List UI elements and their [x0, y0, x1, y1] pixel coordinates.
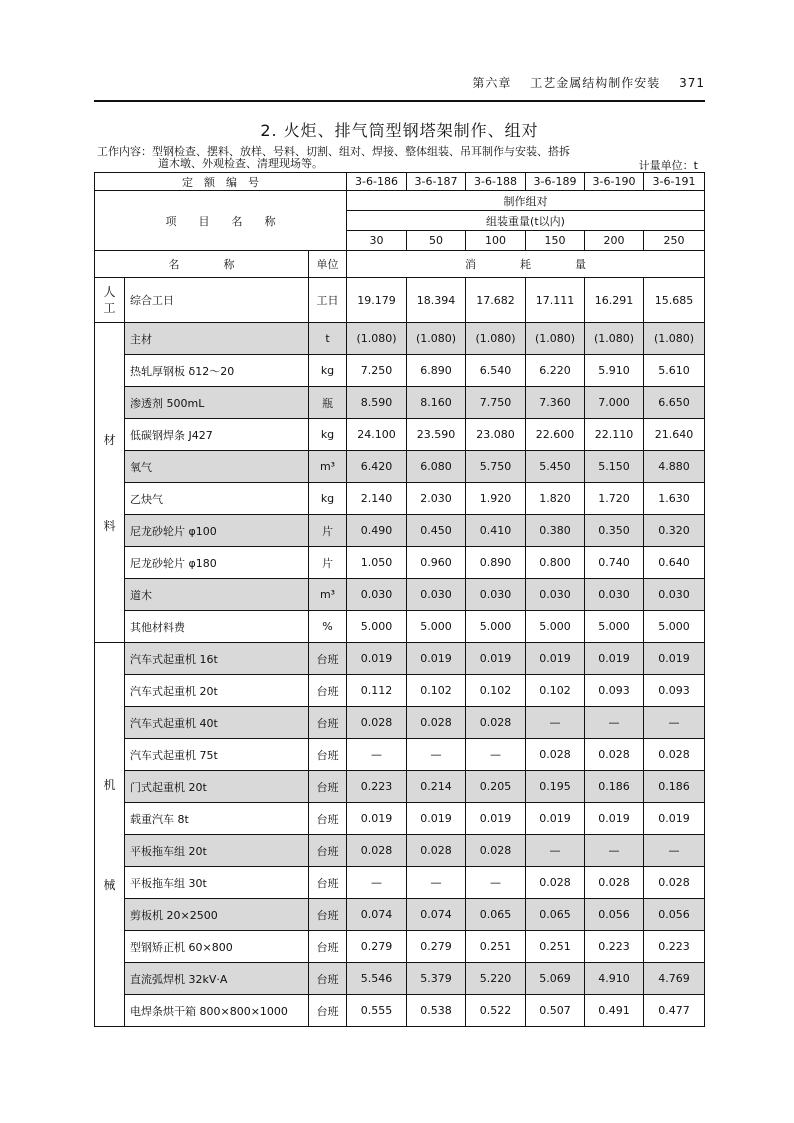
consumption-value: 0.380 — [526, 515, 585, 547]
consumption-value: 2.030 — [407, 483, 466, 515]
resource-unit: 片 — [309, 515, 347, 547]
consumption-value: 0.279 — [407, 931, 466, 963]
consumption-value: 0.030 — [644, 579, 705, 611]
weight-cell: 150 — [526, 231, 585, 251]
consumption-value: 0.214 — [407, 771, 466, 803]
consumption-value: 5.000 — [347, 611, 407, 643]
consumption-value: 5.069 — [526, 963, 585, 995]
consumption-value: 0.093 — [585, 675, 644, 707]
resource-name: 平板拖车组 20t — [125, 835, 309, 867]
consumption-value: 0.019 — [526, 643, 585, 675]
consumption-value: 16.291 — [585, 278, 644, 323]
consumption-value: — — [407, 739, 466, 771]
work-content — [97, 146, 707, 170]
consumption-value: — — [644, 707, 705, 739]
consumption-value: 18.394 — [407, 278, 466, 323]
consumption-value: 0.028 — [466, 835, 526, 867]
consumption-value: 0.477 — [644, 995, 705, 1027]
consumption-value: — — [347, 867, 407, 899]
category-label-machinery — [95, 643, 125, 1027]
weight-cell: 200 — [585, 231, 644, 251]
resource-name: 尼龙砂轮片 φ100 — [125, 515, 309, 547]
consumption-value: 0.522 — [466, 995, 526, 1027]
header-divider — [94, 100, 705, 102]
consumption-value: 0.056 — [644, 899, 705, 931]
consumption-value: 5.610 — [644, 355, 705, 387]
consumption-value: 0.019 — [585, 803, 644, 835]
consumption-value: 1.920 — [466, 483, 526, 515]
consumption-value: 0.223 — [585, 931, 644, 963]
consumption-value: 0.028 — [347, 835, 407, 867]
resource-name: 热轧厚钢板 δ12～20 — [125, 355, 309, 387]
consumption-value: 0.019 — [466, 643, 526, 675]
table-row — [95, 771, 705, 803]
table-row — [95, 278, 705, 323]
consumption-value: 5.450 — [526, 451, 585, 483]
consumption-value: 0.074 — [347, 899, 407, 931]
quota-code-label: 定 额 编 号 — [95, 173, 347, 191]
consumption-value: 0.800 — [526, 547, 585, 579]
code-cell: 3-6-191 — [644, 173, 705, 191]
group-label: 制作组对 — [347, 191, 705, 211]
consumption-value: 0.030 — [466, 579, 526, 611]
consumption-value: 0.186 — [644, 771, 705, 803]
consumption-value: — — [526, 707, 585, 739]
resource-unit: kg — [309, 355, 347, 387]
consumption-value: 0.028 — [526, 867, 585, 899]
table-row — [95, 963, 705, 995]
resource-name: 综合工日 — [125, 278, 309, 323]
resource-unit: 台班 — [309, 995, 347, 1027]
resource-name: 直流弧焊机 32kV·A — [125, 963, 309, 995]
resource-unit: 台班 — [309, 835, 347, 867]
resource-unit: 台班 — [309, 867, 347, 899]
code-cell: 3-6-187 — [407, 173, 466, 191]
consumption-value: 8.590 — [347, 387, 407, 419]
consumption-value: — — [585, 835, 644, 867]
consumption-value: 6.890 — [407, 355, 466, 387]
resource-unit: kg — [309, 483, 347, 515]
consumption-value: 6.650 — [644, 387, 705, 419]
category-label-materials — [95, 323, 125, 643]
consumption-value: 5.379 — [407, 963, 466, 995]
consumption-value: 0.074 — [407, 899, 466, 931]
consumption-value: 6.420 — [347, 451, 407, 483]
consumption-value: — — [585, 707, 644, 739]
consumption-value: 0.350 — [585, 515, 644, 547]
consumption-value: 0.019 — [407, 803, 466, 835]
resource-name: 道木 — [125, 579, 309, 611]
consumption-value: 0.093 — [644, 675, 705, 707]
consumption-value: 6.220 — [526, 355, 585, 387]
consumption-value: (1.080) — [585, 323, 644, 355]
column-header-row — [95, 251, 705, 278]
consumption-value: 7.250 — [347, 355, 407, 387]
consumption-value: 1.050 — [347, 547, 407, 579]
table-row — [95, 675, 705, 707]
table-row — [95, 483, 705, 515]
consumption-value: 0.491 — [585, 995, 644, 1027]
quota-code-row — [95, 173, 705, 191]
consumption-value: 5.150 — [585, 451, 644, 483]
consumption-value: — — [466, 867, 526, 899]
resource-unit: kg — [309, 419, 347, 451]
work-content-line1: 型钢检查、摆料、放样、号料、切割、组对、焊接、整体组装、吊耳制作与安装、搭拆 — [152, 145, 570, 158]
consumption-value: 19.179 — [347, 278, 407, 323]
page-header — [94, 74, 705, 94]
consumption-value: 0.223 — [644, 931, 705, 963]
consumption-value: 0.019 — [407, 643, 466, 675]
table-row — [95, 515, 705, 547]
consumption-value: 7.750 — [466, 387, 526, 419]
consumption-value: 4.880 — [644, 451, 705, 483]
unit-column-header: 单位 — [309, 251, 347, 278]
resource-name: 渗透剂 500mL — [125, 387, 309, 419]
consumption-value: 0.019 — [644, 803, 705, 835]
resource-name: 平板拖车组 30t — [125, 867, 309, 899]
weight-cell: 30 — [347, 231, 407, 251]
consumption-value: 5.000 — [644, 611, 705, 643]
resource-name: 门式起重机 20t — [125, 771, 309, 803]
consumption-value: 6.080 — [407, 451, 466, 483]
consumption-value: 4.769 — [644, 963, 705, 995]
table-row — [95, 387, 705, 419]
consumption-value: 5.546 — [347, 963, 407, 995]
consumption-value: 0.640 — [644, 547, 705, 579]
resource-name: 型钢矫正机 60×800 — [125, 931, 309, 963]
consumption-value: 0.028 — [526, 739, 585, 771]
consumption-value: 7.360 — [526, 387, 585, 419]
consumption-value: 15.685 — [644, 278, 705, 323]
section-label: 工艺金属结构制作安装 — [530, 76, 661, 90]
consumption-value: 0.030 — [585, 579, 644, 611]
table-row — [95, 835, 705, 867]
consumption-value: 5.000 — [585, 611, 644, 643]
resource-name: 其他材料费 — [125, 611, 309, 643]
consumption-value: 23.080 — [466, 419, 526, 451]
name-column-header: 名 称 — [95, 251, 309, 278]
resource-name: 汽车式起重机 16t — [125, 643, 309, 675]
resource-unit: 工日 — [309, 278, 347, 323]
work-content-label: 工作内容： — [97, 145, 152, 158]
consumption-value: 0.065 — [466, 899, 526, 931]
table-row — [95, 803, 705, 835]
consumption-value: 5.000 — [526, 611, 585, 643]
resource-name: 汽车式起重机 20t — [125, 675, 309, 707]
consumption-value: 0.019 — [644, 643, 705, 675]
resource-unit: m³ — [309, 451, 347, 483]
resource-unit: 片 — [309, 547, 347, 579]
consumption-value: 17.682 — [466, 278, 526, 323]
table-row — [95, 547, 705, 579]
consumption-value: 0.030 — [347, 579, 407, 611]
consumption-value: 21.640 — [644, 419, 705, 451]
consumption-value: 0.028 — [585, 739, 644, 771]
consumption-value: 0.490 — [347, 515, 407, 547]
consumption-value: 5.750 — [466, 451, 526, 483]
consumption-value: 0.450 — [407, 515, 466, 547]
resource-unit: 台班 — [309, 675, 347, 707]
weight-cell: 100 — [466, 231, 526, 251]
table-row — [95, 419, 705, 451]
page-title: 2. 火炬、排气筒型钢塔架制作、组对 — [260, 121, 539, 140]
weight-cell: 50 — [407, 231, 466, 251]
consumption-value: (1.080) — [407, 323, 466, 355]
consumption-value: 1.720 — [585, 483, 644, 515]
table-row — [95, 579, 705, 611]
consumption-value: 22.600 — [526, 419, 585, 451]
consumption-value: 1.820 — [526, 483, 585, 515]
consumption-value: 0.028 — [585, 867, 644, 899]
consumption-value: 17.111 — [526, 278, 585, 323]
consumption-value: 0.251 — [466, 931, 526, 963]
table-row — [95, 867, 705, 899]
consumption-value: 0.102 — [466, 675, 526, 707]
chapter-label: 第六章 — [472, 76, 512, 90]
category-label-labor — [95, 278, 125, 323]
resource-unit: 台班 — [309, 963, 347, 995]
consumption-value: (1.080) — [644, 323, 705, 355]
resource-unit: 台班 — [309, 899, 347, 931]
consumption-value: 0.019 — [585, 643, 644, 675]
category-char: 材 — [103, 432, 116, 447]
resource-unit: 台班 — [309, 643, 347, 675]
measurement-unit: 计量单位：t — [638, 159, 698, 172]
consumption-value: 0.890 — [466, 547, 526, 579]
consumption-value: 0.019 — [466, 803, 526, 835]
table-row — [95, 323, 705, 355]
category-char: 工 — [103, 301, 116, 315]
weight-cell: 250 — [644, 231, 705, 251]
consumption-value: 0.223 — [347, 771, 407, 803]
code-cell: 3-6-189 — [526, 173, 585, 191]
code-cell: 3-6-190 — [585, 173, 644, 191]
consumption-value: 0.320 — [644, 515, 705, 547]
code-cell: 3-6-188 — [466, 173, 526, 191]
category-char: 机 — [103, 777, 116, 792]
consumption-value: 0.028 — [347, 707, 407, 739]
resource-name: 氧气 — [125, 451, 309, 483]
consumption-value: — — [407, 867, 466, 899]
consumption-value: — — [347, 739, 407, 771]
resource-name: 汽车式起重机 75t — [125, 739, 309, 771]
consumption-value: 23.590 — [407, 419, 466, 451]
consumption-value: — — [526, 835, 585, 867]
consumption-value: 0.028 — [644, 867, 705, 899]
consumption-value: 0.028 — [407, 707, 466, 739]
table-row — [95, 739, 705, 771]
table-row — [95, 931, 705, 963]
table-row — [95, 899, 705, 931]
table-row — [95, 707, 705, 739]
consumption-value: 0.507 — [526, 995, 585, 1027]
consumption-value: 0.028 — [407, 835, 466, 867]
resource-name: 低碳钢焊条 J427 — [125, 419, 309, 451]
consumption-value: 0.538 — [407, 995, 466, 1027]
consumption-value: 0.410 — [466, 515, 526, 547]
table-row — [95, 643, 705, 675]
consumption-value: 0.019 — [347, 803, 407, 835]
item-name-label: 项 目 名 称 — [95, 191, 347, 251]
resource-unit: 台班 — [309, 931, 347, 963]
quota-table — [94, 172, 705, 1027]
consumption-value: 0.251 — [526, 931, 585, 963]
consumption-value: 8.160 — [407, 387, 466, 419]
weight-label: 组装重量(t以内) — [347, 211, 705, 231]
consumption-value: 4.910 — [585, 963, 644, 995]
consumption-value: 0.028 — [644, 739, 705, 771]
consumption-value: 0.740 — [585, 547, 644, 579]
consumption-value: 0.960 — [407, 547, 466, 579]
consumption-value: 24.100 — [347, 419, 407, 451]
resource-unit: % — [309, 611, 347, 643]
resource-name: 剪板机 20×2500 — [125, 899, 309, 931]
table-row — [95, 451, 705, 483]
consumption-value: 0.028 — [466, 707, 526, 739]
consumption-value: — — [644, 835, 705, 867]
consumption-value: 5.000 — [466, 611, 526, 643]
resource-name: 载重汽车 8t — [125, 803, 309, 835]
resource-name: 主材 — [125, 323, 309, 355]
consumption-value: 0.019 — [347, 643, 407, 675]
consumption-value: 0.056 — [585, 899, 644, 931]
consumption-value: 5.910 — [585, 355, 644, 387]
consumption-value: 5.000 — [407, 611, 466, 643]
consumption-value: 0.065 — [526, 899, 585, 931]
consumption-value: 0.186 — [585, 771, 644, 803]
consumption-value: 0.195 — [526, 771, 585, 803]
resource-name: 尼龙砂轮片 φ180 — [125, 547, 309, 579]
resource-unit: 台班 — [309, 707, 347, 739]
group-row — [95, 191, 705, 211]
consumption-value: 22.110 — [585, 419, 644, 451]
resource-unit: 台班 — [309, 771, 347, 803]
consumption-value: 2.140 — [347, 483, 407, 515]
consumption-value: 0.112 — [347, 675, 407, 707]
consumption-value: (1.080) — [466, 323, 526, 355]
resource-unit: t — [309, 323, 347, 355]
table-row — [95, 355, 705, 387]
consumption-value: (1.080) — [526, 323, 585, 355]
consumption-value: 0.555 — [347, 995, 407, 1027]
category-char: 械 — [103, 877, 116, 892]
code-cell: 3-6-186 — [347, 173, 407, 191]
consumption-value: (1.080) — [347, 323, 407, 355]
category-char: 料 — [103, 518, 116, 533]
consumption-value: 0.030 — [407, 579, 466, 611]
consumption-value: 0.102 — [407, 675, 466, 707]
consumption-value: 0.102 — [526, 675, 585, 707]
consumption-value: 0.019 — [526, 803, 585, 835]
consumption-value: — — [466, 739, 526, 771]
consumption-value: 0.030 — [526, 579, 585, 611]
table-row — [95, 611, 705, 643]
resource-name: 汽车式起重机 40t — [125, 707, 309, 739]
page-number: 371 — [679, 76, 705, 90]
consumption-header: 消 耗 量 — [347, 251, 705, 278]
consumption-value: 5.220 — [466, 963, 526, 995]
consumption-value: 1.630 — [644, 483, 705, 515]
work-content-line2: 道木墩、外观检查、清理现场等。 — [158, 157, 323, 170]
consumption-value: 6.540 — [466, 355, 526, 387]
resource-unit: m³ — [309, 579, 347, 611]
table-row — [95, 995, 705, 1027]
resource-unit: 瓶 — [309, 387, 347, 419]
consumption-value: 0.279 — [347, 931, 407, 963]
consumption-value: 0.205 — [466, 771, 526, 803]
resource-name: 乙炔气 — [125, 483, 309, 515]
resource-unit: 台班 — [309, 739, 347, 771]
consumption-value: 7.000 — [585, 387, 644, 419]
resource-name: 电焊条烘干箱 800×800×1000 — [125, 995, 309, 1027]
category-char: 人 — [103, 285, 116, 299]
resource-unit: 台班 — [309, 803, 347, 835]
